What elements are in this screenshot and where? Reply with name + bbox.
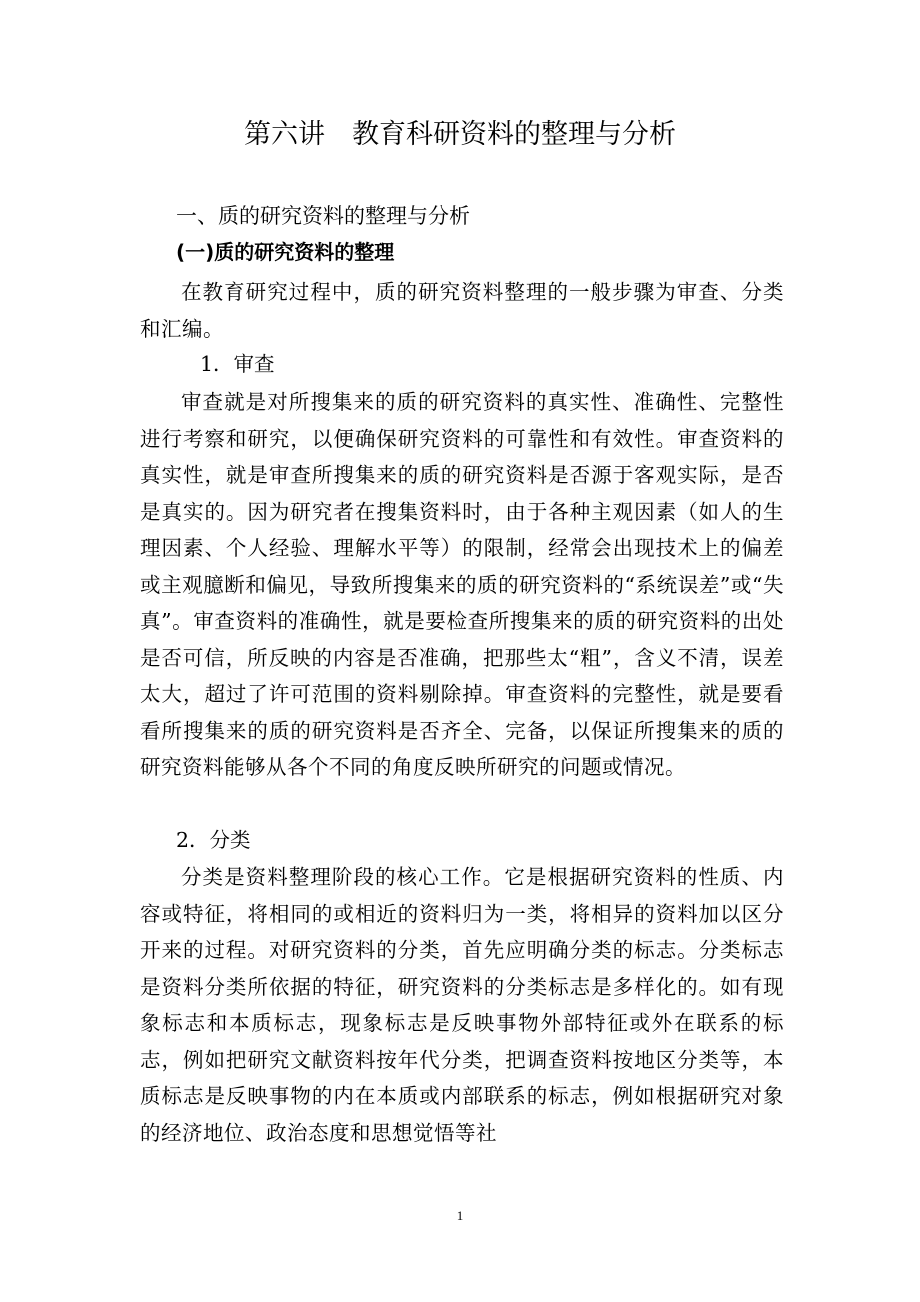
section-heading: 一、质的研究资料的整理与分析 (176, 204, 470, 228)
step2-heading: 2．分类 (176, 828, 251, 852)
step1-heading: 1．审查 (200, 352, 275, 376)
intro-paragraph: 在教育研究过程中，质的研究资料整理的一般步骤为审查、分类和汇编。 (140, 280, 784, 341)
page-number: 1 (456, 1208, 464, 1223)
subsection-heading: (一)质的研究资料的整理 (176, 240, 395, 264)
step1-paragraph: 审查就是对所搜集来的质的研究资料的真实性、准确性、完整性进行考察和研究，以便确保研究资料的可靠性和有效性。审查资料的真实性，就是审查所搜集来的质的研究资料是否源于客观实际，是否是真实的。因为研究者在搜集资料时，由于各种主观因素（如人的生理因素、个人经验、理解水平等）的限制，经常会出现技术上的偏差或主观臆断和偏见，导致所搜集来的质的研究资料的“系统误差”或“失真”。审查资料的准确性，就是要检查所搜集来的质的研究资料的出处是否可信，所反映的内容是否准确，把那些太“粗”，含义不清，误差太大，超过了许可范围的资料剔除掉。审查资料的完整性，就是要看看所搜集来的质的研究资料是否齐全、完备，以保证所搜集来的质的研究资料能够从各个不同的角度反映所研究的问题或情况。 (140, 390, 784, 779)
step2-paragraph: 分类是资料整理阶段的核心工作。它是根据研究资料的性质、内容或特征，将相同的或相近的资料归为一类，将相异的资料加以区分开来的过程。对研究资料的分类，首先应明确分类的标志。分类标志是资料分类所依据的特征，研究资料的分类标志是多样化的。如有现象标志和本质标志，现象标志是反映事物外部特征或外在联系的标志，例如把研究文献资料按年代分类，把调查资料按地区分类等，本质标志是反映事物的内在本质或内部联系的标志，例如根据研究对象的经济地位、政治态度和思想觉悟等社 (140, 865, 784, 1145)
page-title: 第六讲 教育科研资料的整理与分析 (244, 119, 676, 150)
